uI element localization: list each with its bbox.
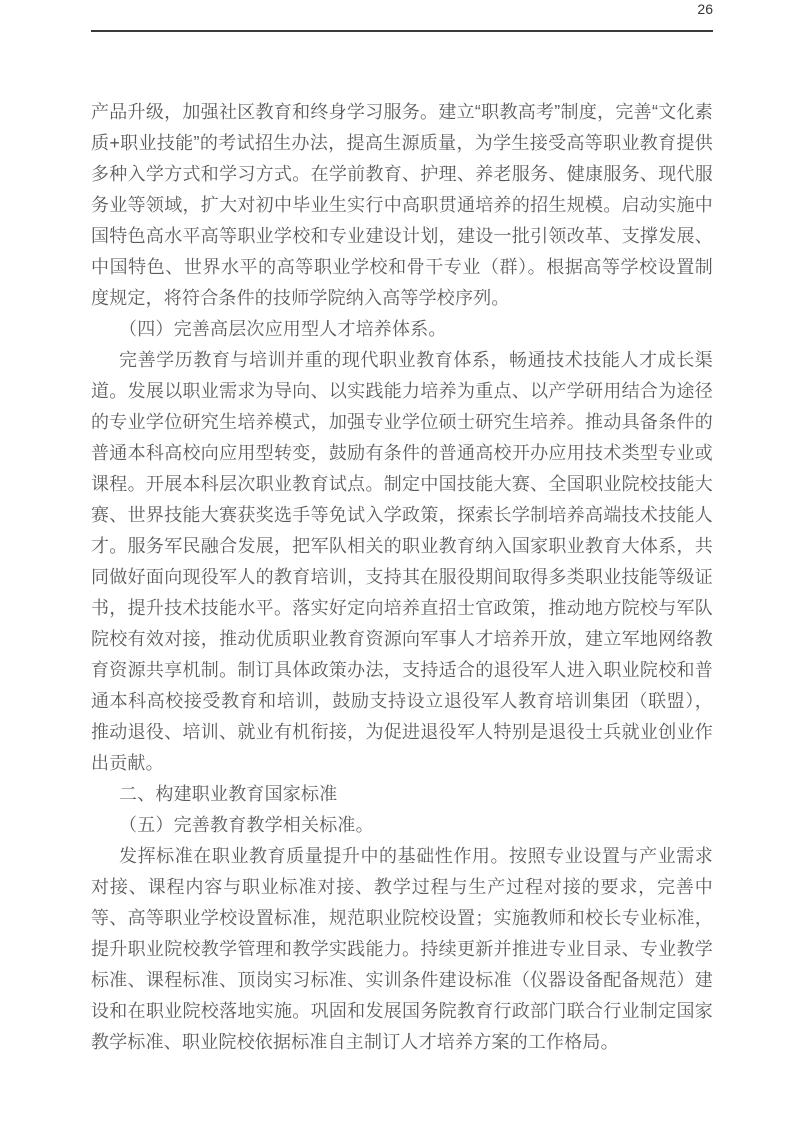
header-rule <box>91 30 713 32</box>
page-number: 26 <box>697 1 713 17</box>
paragraph-heading-item-4: （四）完善高层次应用型人才培养体系。 <box>119 319 447 339</box>
paragraph-body: 完善学历教育与培训并重的现代职业教育体系，畅通技术技能人才成长渠道。发展以职业需求为导向、以实践能力培养为重点、以产学研用结合为途径的专业学位研究生培养模式，加强专业学位硕士研究生培养。推动具备条件的普通本科高校向应用型转变，鼓励有条件的普通高校开办应用技术类型专业或课程。开展本科层次职业教育试点。制定中国技能大赛、全国职业院校技能大赛、世界技能大赛获奖选手等免试入学政策，探索长学制培养高端技术技能人才。服务军民融合发展，把军队相关的职业教育纳入国家职业教育大体系，共同做好面向现役军人的教育培训，支持其在服役期间取得多类职业技能等级证书，提升技术技能水平。落实好定向培养直招士官政策，推动地方院校与军队院校有效对接，推动优质职业教育资源向军事人才培养开放，建立军地网络教育资源共享机制。制订具体政策办法，支持适合的退役军人进入职业院校和普通本科高校接受教育和培训，鼓励支持设立退役军人教育培训集团（联盟），推动退役、培训、就业有机衔接，为促进退役军人特别是退役士兵就业创业作出贡献。 <box>91 350 713 773</box>
paragraph-body: 发挥标准在职业教育质量提升中的基础性作用。按照专业设置与产业需求对接、课程内容与职业标准对接、教学过程与生产过程对接的要求，完善中等、高等职业学校设置标准，规范职业院校设置；实施教师和校长专业标准，提升职业院校教学管理和教学实践能力。持续更新并推进专业目录、专业教学标准、课程标准、顶岗实习标准、实训条件建设标准（仪器设备配备规范）建设和在职业院校落地实施。巩固和发展国务院教育行政部门联合行业制定国家教学标准、职业院校依据标准自主制订人才培养方案的工作格局。 <box>91 846 713 1052</box>
paragraph-continued: 产品升级，加强社区教育和终身学习服务。建立“职教高考”制度，完善“文化素质+职业技能”的考试招生办法，提高生源质量，为学生接受高等职业教育提供多种入学方式和学习方式。在学前教育、护理、养老服务、健康服务、现代服务业等领域，扩大对初中毕业生实行中高职贯通培养的招生规模。启动实施中国特色高水平高等职业学校和专业建设计划，建设一批引领改革、支撑发展、中国特色、世界水平的高等职业学校和骨干专业（群）。根据高等学校设置制度规定，将符合条件的技师学院纳入高等学校序列。 <box>91 102 713 308</box>
paragraph-section-heading-2: 二、构建职业教育国家标准 <box>119 784 338 804</box>
document-body <box>91 97 713 1058</box>
paragraph-heading-item-5: （五）完善教育教学相关标准。 <box>119 815 374 835</box>
